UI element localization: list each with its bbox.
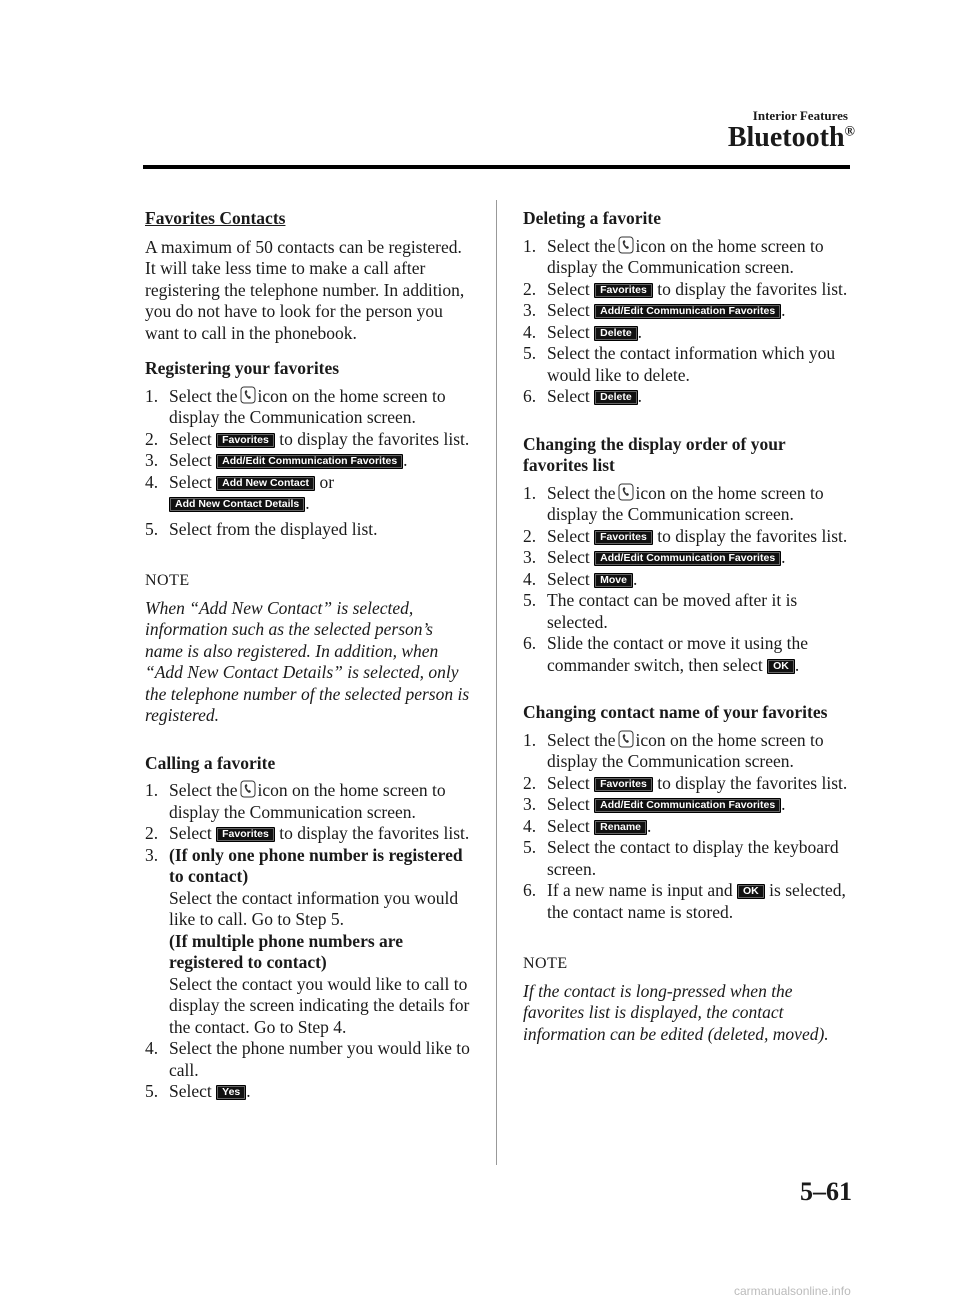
step (523, 322, 853, 344)
step-number: 5. (145, 518, 159, 539)
step (523, 343, 853, 386)
step-number: 6. (523, 633, 537, 653)
step (523, 569, 853, 591)
phone-icon (618, 236, 634, 254)
step-condition: (If only one phone number is registered to contact) (169, 844, 463, 886)
step-number: 2. (523, 278, 537, 299)
yes-button: Yes (216, 1085, 246, 1100)
add-edit-favorites-button: Add/Edit Communication Favorites (594, 798, 781, 813)
step-text: Select (547, 525, 590, 546)
note-heading: NOTE (145, 572, 190, 589)
step-text: icon on the home screen to display the Communication screen. (169, 385, 446, 427)
step-number: 3. (523, 794, 537, 814)
step-number: 2. (523, 772, 537, 793)
step-text: Select the contact information you would like to call. Go to Step 5. (169, 887, 459, 929)
step-text: Select from the displayed list. (169, 518, 378, 539)
step-number: 4. (523, 321, 537, 342)
step-text: Select (547, 794, 590, 814)
step-text: icon on the home screen to display the Communication screen. (169, 780, 446, 822)
step-text: Select (547, 568, 590, 589)
step-text: icon on the home screen to display the Communication screen. (547, 729, 824, 771)
phone-icon (240, 780, 256, 798)
step (145, 823, 475, 845)
step-text: Select (169, 823, 212, 843)
step-text: If a new name is input and (547, 880, 733, 900)
step-number: 4. (523, 568, 537, 589)
add-edit-favorites-button: Add/Edit Communication Favorites (216, 454, 403, 469)
step-text: icon on the home screen to display the Communication screen. (547, 482, 824, 524)
step (145, 1038, 475, 1081)
step-number: 1. (523, 235, 537, 256)
step-number: 5. (523, 837, 537, 857)
step (523, 236, 853, 279)
step-number: 1. (145, 780, 159, 800)
step-text: Select the (547, 235, 616, 256)
favorites-button: Favorites (594, 777, 653, 792)
watermark: carmanualsonline.info (734, 1284, 851, 1298)
step-text: to display the favorites list. (279, 428, 470, 449)
add-edit-favorites-button: Add/Edit Communication Favorites (594, 304, 781, 319)
step-text: to display the favorites list. (657, 278, 848, 299)
step (523, 300, 853, 322)
step-text: is selected, the contact name is stored. (547, 880, 846, 922)
step (145, 429, 475, 451)
step-text: to display the favorites list. (657, 525, 848, 546)
step-text: Select (547, 278, 590, 299)
step-text: . (305, 493, 310, 513)
phone-icon (618, 483, 634, 501)
step-number: 4. (523, 815, 537, 836)
step (145, 845, 475, 1039)
step-text: . (632, 568, 638, 589)
step (523, 633, 853, 676)
step-condition: (If multiple phone numbers are registered to contact) (169, 930, 403, 972)
step-text: Select (547, 321, 590, 342)
step-number: 3. (523, 300, 537, 320)
step-text: Select (547, 772, 590, 793)
step-text: . (403, 450, 408, 470)
add-new-contact-details-button: Add New Contact Details (169, 497, 305, 512)
add-new-contact-button: Add New Contact (216, 476, 315, 491)
step (145, 386, 475, 429)
step-text: to display the favorites list. (657, 772, 848, 793)
step-text: or (319, 471, 335, 492)
step-number: 2. (523, 525, 537, 546)
step-text: Select the contact information which you would like to delete. (547, 343, 836, 385)
step-text: Select the (547, 729, 616, 750)
step-number: 6. (523, 386, 537, 406)
step-text: . (246, 1081, 251, 1101)
deleting-heading: Deleting a favorite (523, 208, 662, 228)
step (145, 780, 475, 823)
step-number: 5. (523, 590, 537, 610)
step (145, 450, 475, 472)
step-text: Select (169, 1081, 212, 1101)
step-text: Select the (169, 780, 238, 800)
step (523, 483, 853, 526)
column-divider (496, 200, 497, 1165)
step (523, 880, 853, 923)
step-text: Select the (169, 385, 238, 406)
page-title (728, 122, 855, 154)
favorites-heading: Favorites Contacts (145, 208, 286, 228)
step-text: Slide the contact or move it using the commander switch, then select (547, 633, 808, 675)
step (523, 816, 853, 838)
step (523, 773, 853, 795)
step-text: Select (547, 300, 590, 320)
step-text: icon on the home screen to display the Communication screen. (547, 235, 824, 277)
registering-heading: Registering your favorites (145, 358, 340, 378)
step-number: 1. (523, 729, 537, 750)
step-text: . (781, 547, 786, 567)
step-text: . (637, 321, 643, 342)
step-text: Select (547, 386, 590, 406)
step (523, 279, 853, 301)
step-text: Select (169, 450, 212, 470)
step (523, 837, 853, 880)
step-text: Select the (547, 482, 616, 503)
step-text: . (781, 300, 786, 320)
step-number: 5. (145, 1081, 159, 1101)
step (523, 547, 853, 569)
step-number: 6. (523, 880, 537, 900)
favorites-intro: A maximum of 50 contacts can be registered. It will take less time to make a call after registering the telephone number. In addition, you do not have to look for the person you want to call in the phonebook. (145, 236, 465, 343)
title-text: Bluetooth (727, 122, 845, 153)
step (523, 386, 853, 408)
step-text: Select the contact to display the keyboard screen. (547, 837, 839, 879)
favorites-button: Favorites (594, 283, 653, 298)
ok-button: OK (737, 884, 765, 899)
favorites-button: Favorites (216, 827, 275, 842)
step-number: 5. (523, 343, 537, 363)
calling-heading: Calling a favorite (145, 752, 276, 773)
step-number: 1. (145, 385, 159, 406)
step-text: . (647, 815, 652, 836)
note-body: If the contact is long-pressed when the favorites list is displayed, the contact information can be edited (deleted, moved). (523, 980, 829, 1044)
rename-heading: Changing contact name of your favorites (523, 702, 828, 722)
step-text: . (781, 794, 786, 814)
ok-button: OK (767, 659, 795, 674)
step-number: 4. (145, 471, 159, 492)
left-column (145, 205, 475, 1103)
move-button: Move (594, 573, 633, 588)
phone-icon (618, 730, 634, 748)
step-text: Select (169, 471, 212, 492)
step (145, 519, 475, 541)
delete-button: Delete (594, 326, 638, 341)
favorites-button: Favorites (216, 433, 275, 448)
delete-button: Delete (594, 390, 638, 405)
step-text: Select (169, 428, 212, 449)
step (523, 794, 853, 816)
step (523, 590, 853, 633)
step (145, 472, 475, 515)
step-number: 3. (145, 450, 159, 470)
step (523, 526, 853, 548)
step-number: 4. (145, 1038, 159, 1058)
header-section: Interior Features (752, 108, 848, 123)
step-text: Select (547, 547, 590, 567)
rename-button: Rename (594, 820, 647, 835)
right-column (523, 205, 853, 1045)
order-heading: Changing the display order of your favorites list (523, 433, 786, 475)
step-text: to display the favorites list. (279, 823, 470, 843)
step-text: Select the contact you would like to call to display the screen indicating the details for the contact. Go to Step 4. (169, 973, 470, 1037)
page-number: 5–61 (800, 1177, 852, 1206)
note-body: When “Add New Contact” is selected, information such as the selected person’s name is also registered. In addition, when “Add New Contact Details” is selected, only the telephone number of the selected person is registered. (145, 597, 470, 725)
step (523, 730, 853, 773)
step-text: . (637, 386, 643, 406)
step-text: . (794, 654, 800, 675)
step-number: 2. (145, 823, 159, 843)
add-edit-favorites-button: Add/Edit Communication Favorites (594, 551, 781, 566)
step-number: 3. (523, 547, 537, 567)
step-text: Select the phone number you would like to call. (169, 1038, 470, 1080)
registered-mark: ® (844, 124, 855, 140)
step-number: 2. (145, 428, 159, 449)
step-number: 1. (523, 482, 537, 503)
step-text: Select (547, 815, 590, 836)
favorites-button: Favorites (594, 530, 653, 545)
step-text: The contact can be moved after it is selected. (547, 590, 798, 632)
header-rule (143, 165, 850, 169)
step-number: 3. (145, 844, 159, 865)
step (145, 1081, 475, 1103)
phone-icon (240, 386, 256, 404)
note-heading: NOTE (523, 955, 568, 972)
